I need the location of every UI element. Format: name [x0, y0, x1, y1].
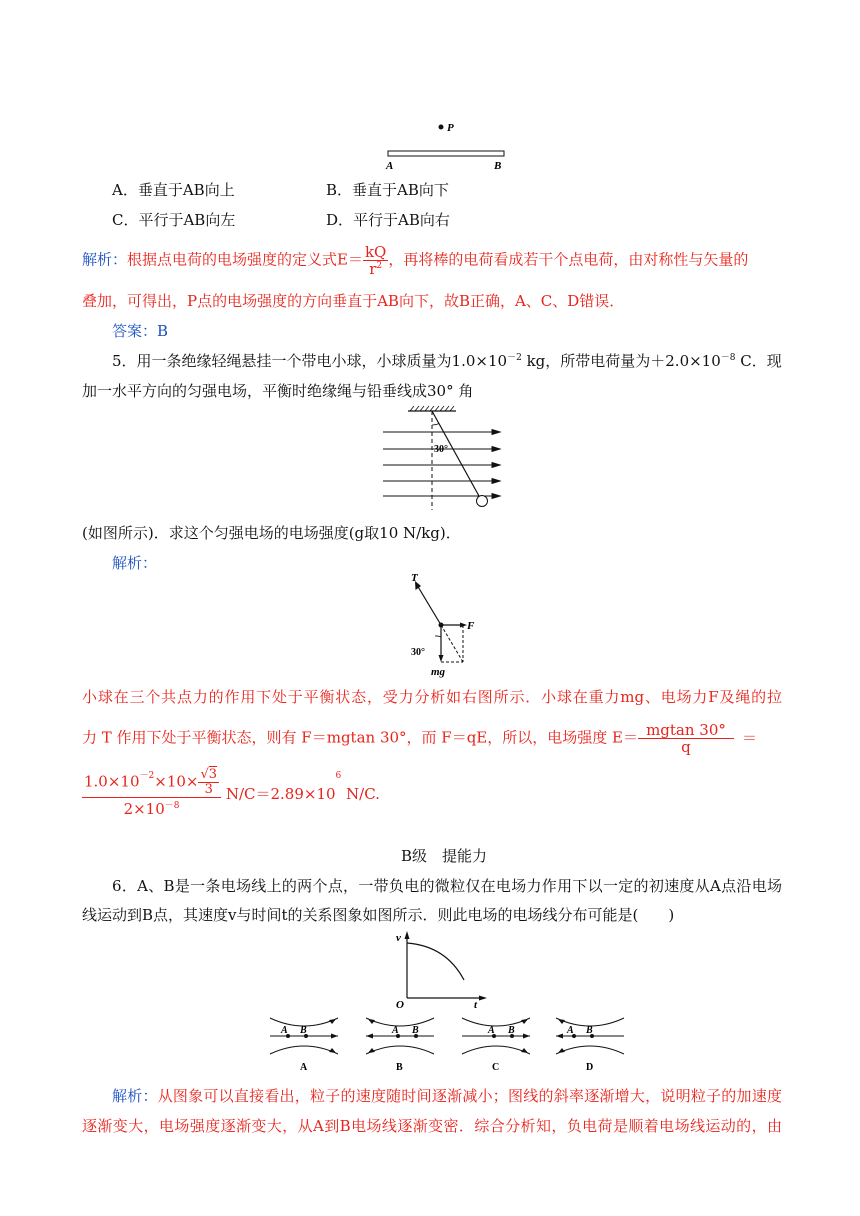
q5-line1-part-c: C．现 — [735, 352, 782, 370]
force-f-label: F — [467, 620, 475, 632]
svg-text:A: A — [392, 1025, 399, 1036]
force-mg-label: mg — [431, 666, 446, 678]
q6-option-c-diagram — [460, 1014, 532, 1072]
q5-solution-line2-text: 力 T 作用下处于平衡状态，则有 F＝mgtan 30°，而 F＝qE，所以，电场强度 E＝ — [82, 728, 638, 747]
q4-answer — [112, 321, 168, 341]
q5-solution-line3 — [82, 768, 380, 820]
q4-option-b: B．垂直于AB向下 — [326, 181, 449, 199]
q5-solution-line1: 小球在三个共点力的作用下处于平衡状态，受力分析如右图所示．小球在重力mg、电场力F及绳的拉 — [82, 688, 782, 706]
q6-analysis-line1 — [112, 1086, 782, 1106]
q5-result-num-b: ×10× — [154, 772, 199, 791]
q6-option-c-letter: C — [492, 1062, 500, 1072]
q4-formula-den: r — [369, 260, 377, 278]
q6-analysis-line1-text: 从图象可以直接看出，粒子的速度随时间逐渐减小；图线的斜率逐渐增大，说明粒子的加速度 — [157, 1087, 782, 1105]
point-p-label: P — [447, 122, 454, 134]
q6-option-d-diagram — [554, 1014, 626, 1072]
q4-formula-num: kQ — [364, 243, 387, 261]
charged-ball — [477, 496, 488, 507]
q5-result-num-exp: －2 — [139, 771, 155, 781]
q6-line2: 线运动到B点，其速度v与时间t的关系图象如图所示．则此电场的电场线分布可能是( ) — [82, 906, 675, 924]
field-lines — [383, 430, 500, 499]
force-angle-label: 30° — [411, 647, 425, 658]
rod-point-figure — [380, 118, 510, 174]
q6-option-d-letter: D — [586, 1062, 594, 1072]
svg-text:B: B — [300, 1025, 307, 1036]
q6-option-b-diagram — [364, 1014, 436, 1072]
hanging-ball-field-figure — [378, 405, 508, 510]
velocity-time-graph — [394, 928, 494, 1008]
q5-solution-line2 — [82, 722, 782, 755]
section-b-heading: B级 提能力 — [401, 847, 488, 865]
q5-result-den-exp: －8 — [164, 801, 180, 811]
q6-option-a-letter: A — [300, 1062, 308, 1072]
q4-answer-label: 答案： — [112, 322, 158, 340]
rope-angle-label: 30° — [434, 444, 448, 455]
q6-option-b-letter: B — [396, 1062, 403, 1072]
rod-ab — [388, 151, 504, 156]
q5-result-den-a: 2×10 — [123, 800, 165, 818]
q6-line1: 6．A、B是一条电场线上的两个点，一带负电的微粒仅在电场力作用下以一定的初速度从A点沿电场 — [112, 877, 782, 895]
svg-text:A: A — [281, 1025, 288, 1036]
q4-analysis-part2: ，再将棒的电荷看成若干个点电荷，由对称性与矢量的 — [388, 250, 749, 269]
q6-analysis-label: 解析： — [112, 1087, 158, 1105]
graph-t-label: t — [474, 999, 478, 1008]
q5-line1-exp2: －8 — [720, 353, 736, 363]
force-diagram — [405, 573, 490, 678]
q4-answer-value: B — [157, 322, 169, 340]
graph-o-label: O — [396, 999, 404, 1008]
q5-solution-equals: ＝ — [741, 728, 757, 747]
q5-result-num-a: 1.0×10 — [84, 772, 140, 791]
q5-sqrt-num: √3 — [200, 767, 218, 782]
q5-result-value: $N/C=2.89\times 10^6$ N/C. — [221, 771, 380, 803]
tension-arrow — [417, 585, 441, 625]
q6-analysis-line2: 逐渐变大，电场强度逐渐变大，从A到B电场线逐渐变密．综合分析知，负电荷是顺着电场线运动的，由 — [82, 1117, 782, 1135]
q6-option-a-diagram — [268, 1014, 340, 1072]
q5-field-formula-den: q — [681, 738, 691, 756]
q5-sqrt-den: 3 — [204, 782, 213, 797]
q4-option-c: C．平行于AB向左 — [112, 211, 236, 229]
rod-label-a: A — [386, 160, 394, 172]
q4-analysis-label: 解析： — [82, 250, 128, 269]
q5-line1-exp1: －2 — [507, 353, 522, 363]
svg-text:A: A — [567, 1025, 574, 1036]
q5-line2: 加一水平方向的匀强电场，平衡时绝缘绳与铅垂线成30° 角 — [82, 382, 474, 400]
q5-line3: (如图所示)．求这个匀强电场的电场强度(g取10 N/kg)． — [82, 524, 461, 542]
q5-result-fraction — [82, 768, 221, 820]
svg-text:B: B — [508, 1025, 515, 1036]
force-t-label: T — [411, 573, 418, 584]
q4-analysis-line1 — [82, 244, 782, 277]
q4-option-d: D．平行于AB向右 — [326, 211, 450, 229]
q5-line1-part-b: kg，所带电荷量为＋2.0×10 — [521, 352, 721, 370]
rod-label-b: B — [494, 160, 502, 172]
q4-analysis-line2: 叠加，可得出，P点的电场强度的方向垂直于AB向下，故B正确，A、C、D错误． — [82, 292, 625, 310]
graph-v-label: v — [396, 932, 401, 944]
q4-analysis-part1: 根据点电荷的电场强度的定义式E＝ — [127, 250, 363, 269]
svg-text:A: A — [488, 1025, 495, 1036]
q4-formula-exp: 2 — [376, 261, 383, 271]
q5-line1 — [112, 351, 782, 371]
q5-field-formula-num: mgtan 30° — [638, 722, 734, 739]
velocity-curve — [407, 943, 464, 980]
svg-text:B: B — [412, 1025, 419, 1036]
q5-field-formula — [638, 722, 734, 755]
q5-analysis-label: 解析： — [112, 554, 158, 572]
q5-sqrt-fraction — [198, 768, 219, 797]
svg-text:B: B — [586, 1025, 593, 1036]
point-p-dot — [439, 125, 444, 130]
q5-line1-part-a: 5．用一条绝缘轻绳悬挂一个带电小球，小球质量为1.0×10 — [112, 352, 508, 370]
q4-option-a: A．垂直于AB向上 — [112, 181, 235, 199]
q4-formula — [363, 244, 388, 277]
